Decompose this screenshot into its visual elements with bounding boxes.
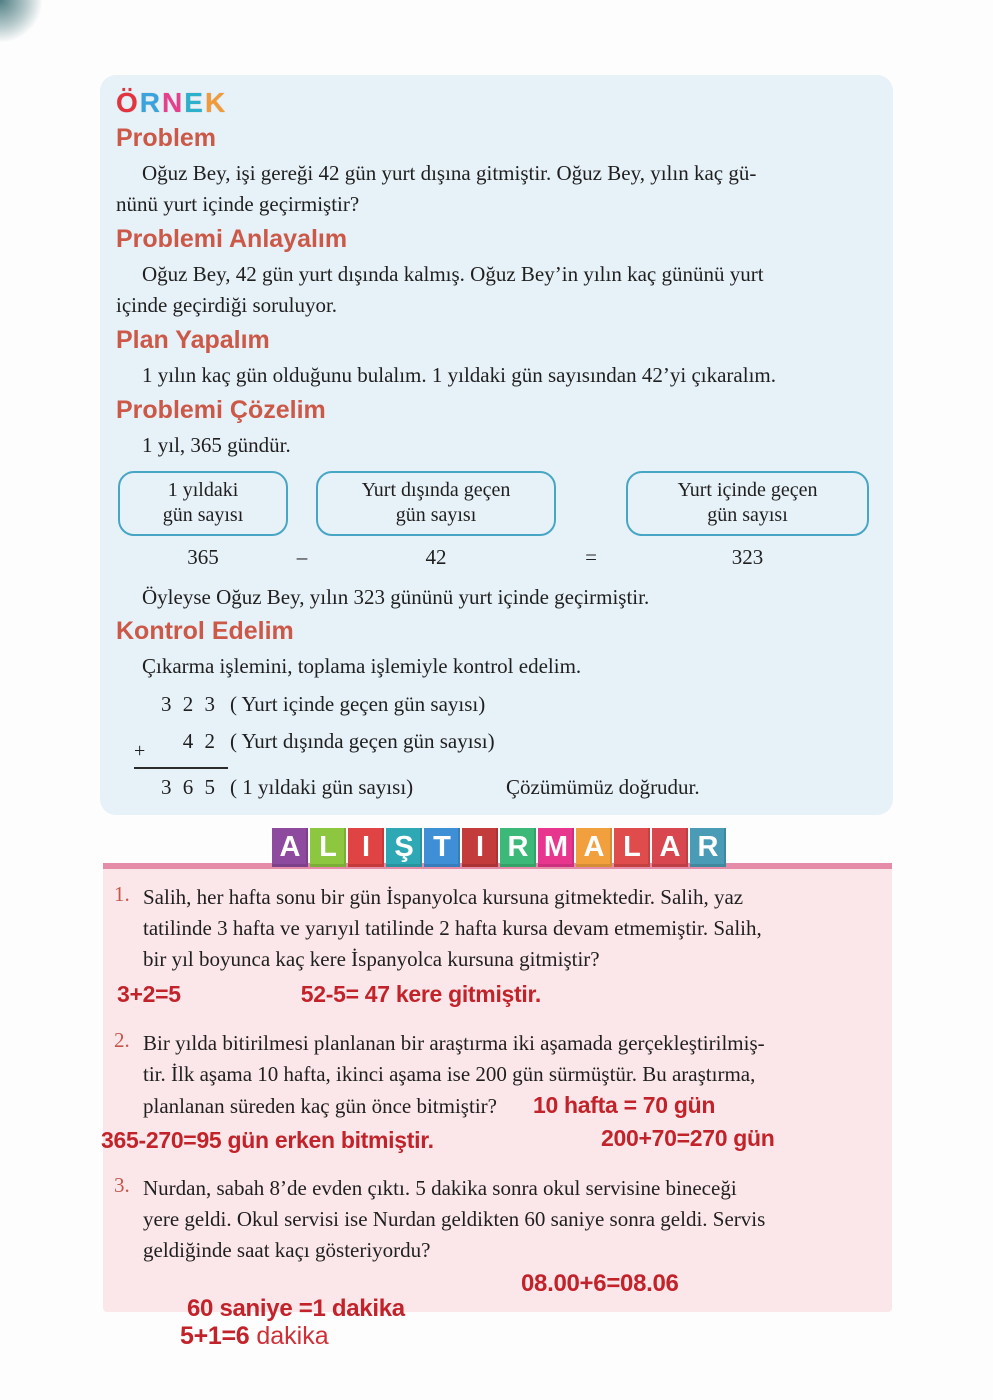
diagram-box-label: Yurt içinde geçen — [677, 479, 818, 501]
exercise-body — [101, 1028, 882, 1158]
exercise-2 — [101, 1028, 882, 1158]
text-line: nünü yurt içinde geçirmiştir? — [116, 192, 360, 216]
ornek-letter: K — [204, 87, 228, 118]
heading-problem: Problem — [116, 124, 217, 152]
exercise-body — [143, 1173, 882, 1332]
text-line: geldiğinde saat kaçı gösteriyordu? — [143, 1238, 431, 1262]
text-line: 1 yıl, 365 gündür. — [142, 433, 291, 457]
addition-digits: 3 6 5 — [161, 775, 218, 799]
heading-kontrol-edelim: Kontrol Edelim — [116, 617, 294, 645]
heading-plan-yapalim: Plan Yapalım — [116, 326, 270, 354]
answer-text: 200+70=270 gün — [601, 1125, 775, 1151]
addition-row-365 — [154, 775, 877, 812]
answer-text: 08.00+6=08.06 — [521, 1270, 679, 1297]
plan-paragraph — [116, 360, 877, 391]
addition-check — [134, 692, 877, 812]
text-line: Bir yılda bitirilmesi planlanan bir araştırma iki aşamada gerçekleştirilmiş- — [143, 1031, 765, 1055]
question-text: planlanan süreden kaç gün önce bitmiştir? — [143, 1094, 497, 1118]
text-line: tir. İlk aşama 10 hafta, ikinci aşama ise 200 gün sürmüştür. Bu araştırma, — [143, 1062, 756, 1086]
diagram-value-42: 42 — [425, 545, 447, 569]
addition-row-323 — [154, 692, 877, 729]
plus-operator: + — [134, 740, 146, 762]
title-letter-block: I — [462, 828, 498, 867]
verdict-text: Çözümümüz doğrudur. — [506, 775, 700, 799]
corner-decoration — [0, 0, 42, 42]
footnote-answer — [180, 1322, 329, 1351]
text-line: yere geldi. Okul servisi ise Nurdan geldikten 60 saniye sonra geldi. Servis — [143, 1207, 766, 1231]
heading-problemi-cozelim: Problemi Çözelim — [116, 396, 326, 424]
diagram-value-323: 323 — [731, 545, 764, 569]
title-letter-block: A — [652, 828, 688, 867]
answer-text: 5+1=6 — [180, 1322, 250, 1350]
title-letter-block: L — [614, 828, 650, 867]
ornek-letter: Ö — [116, 87, 140, 118]
title-letter-block: R — [500, 828, 536, 867]
exercise-body — [117, 882, 882, 1013]
title-letter-block: I — [348, 828, 384, 867]
title-letter-block: A — [272, 828, 308, 867]
conclusion-text: Öyleyse Oğuz Bey, yılın 323 gününü yurt içinde geçirmiştir. — [142, 585, 650, 609]
addition-note: ( Yurt içinde geçen gün sayısı) — [230, 692, 486, 716]
handwritten-answers — [101, 1122, 882, 1158]
title-letter-block: M — [538, 828, 574, 867]
diagram-box-label: gün sayısı — [707, 504, 788, 526]
text-line: Çıkarma işlemini, toplama işlemiyle kontrol edelim. — [142, 654, 582, 678]
text-line: Nurdan, sabah 8’de evden çıktı. 5 dakika sonra okul servisine bineceği — [143, 1176, 737, 1200]
exercise-number: 3. — [114, 1173, 130, 1197]
exercise-1 — [113, 882, 882, 1013]
exercise-number: 1. — [114, 882, 130, 906]
diagram-box-label: gün sayısı — [395, 504, 477, 526]
addition-digits: 4 2 — [182, 729, 218, 753]
addition-note: ( 1 yıldaki gün sayısı) — [230, 775, 414, 799]
text-line: 1 yılın kaç gün olduğunu bulalım. 1 yıldaki gün sayısından 42’yi çıkaralım. — [142, 363, 776, 387]
exercises-box — [101, 863, 892, 1322]
ornek-letter: E — [184, 87, 205, 118]
diagram-box-label: 1 yıldaki — [167, 479, 239, 501]
answer-text: dakika — [249, 1322, 329, 1350]
ornek-title — [116, 87, 877, 119]
check-intro — [116, 651, 877, 682]
text-line: tatilinde 3 hafta ve yarıyıl tatilinde 2 hafta kursa devam etmemiştir. Salih, — [143, 916, 762, 940]
title-letter-block: L — [310, 828, 346, 867]
answer-text: 10 hafta = 70 gün — [532, 1092, 716, 1118]
diagram-box-label: Yurt dışında geçen — [361, 479, 511, 501]
equals-operator: = — [585, 545, 597, 569]
exercise-number: 2. — [114, 1028, 130, 1052]
alistirmalar-title — [272, 828, 726, 867]
addition-row-42 — [134, 729, 877, 766]
anlayalim-paragraph — [116, 259, 877, 321]
answer-text: 52-5= 47 kere gitmiştir. — [300, 981, 541, 1007]
exercise-3 — [113, 1173, 882, 1332]
addition-note: ( Yurt dışında geçen gün sayısı) — [230, 729, 495, 753]
cozelim-paragraph — [116, 430, 877, 461]
title-letter-block: T — [424, 828, 460, 867]
text-line: Oğuz Bey, 42 gün yurt dışında kalmış. Oğuz Bey’in yılın kaç gününü yurt — [142, 262, 764, 286]
minus-operator: – — [296, 545, 308, 569]
example-box — [100, 75, 893, 815]
diagram-box-home-days — [626, 471, 869, 536]
answer-text: 365-270=95 gün erken bitmiştir. — [101, 1127, 434, 1153]
text-line: Salih, her hafta sonu bir gün İspanyolca kursuna gitmektedir. Salih, yaz — [143, 885, 744, 909]
addition-digits: 3 2 3 — [161, 692, 218, 716]
diagram-box-abroad-days — [316, 471, 556, 536]
diagram-box-year-days — [118, 471, 288, 536]
ornek-letter: R — [139, 87, 163, 118]
answer-text: 60 saniye =1 dakika — [187, 1295, 405, 1322]
text-line: bir yıl boyunca kaç kere İspanyolca kursuna gitmiştir? — [143, 947, 600, 971]
title-letter-block: A — [576, 828, 612, 867]
diagram-box-label: gün sayısı — [162, 504, 244, 526]
text-line — [143, 1090, 882, 1122]
title-letter-block: R — [690, 828, 726, 867]
ornek-letter: N — [162, 87, 185, 118]
answer-text: 3+2=5 — [117, 981, 181, 1007]
diagram-value-365: 365 — [187, 545, 219, 569]
problem-paragraph — [116, 158, 877, 220]
handwritten-answers — [117, 979, 882, 1013]
text-line: Oğuz Bey, işi gereği 42 gün yurt dışına gitmiştir. Oğuz Bey, yılın kaç gü- — [142, 161, 757, 185]
subtraction-diagram — [118, 471, 877, 570]
title-letter-block: Ş — [386, 828, 422, 867]
heading-problemi-anlayalim: Problemi Anlayalım — [116, 225, 348, 253]
text-line: içinde geçirdiği soruluyor. — [116, 293, 338, 317]
